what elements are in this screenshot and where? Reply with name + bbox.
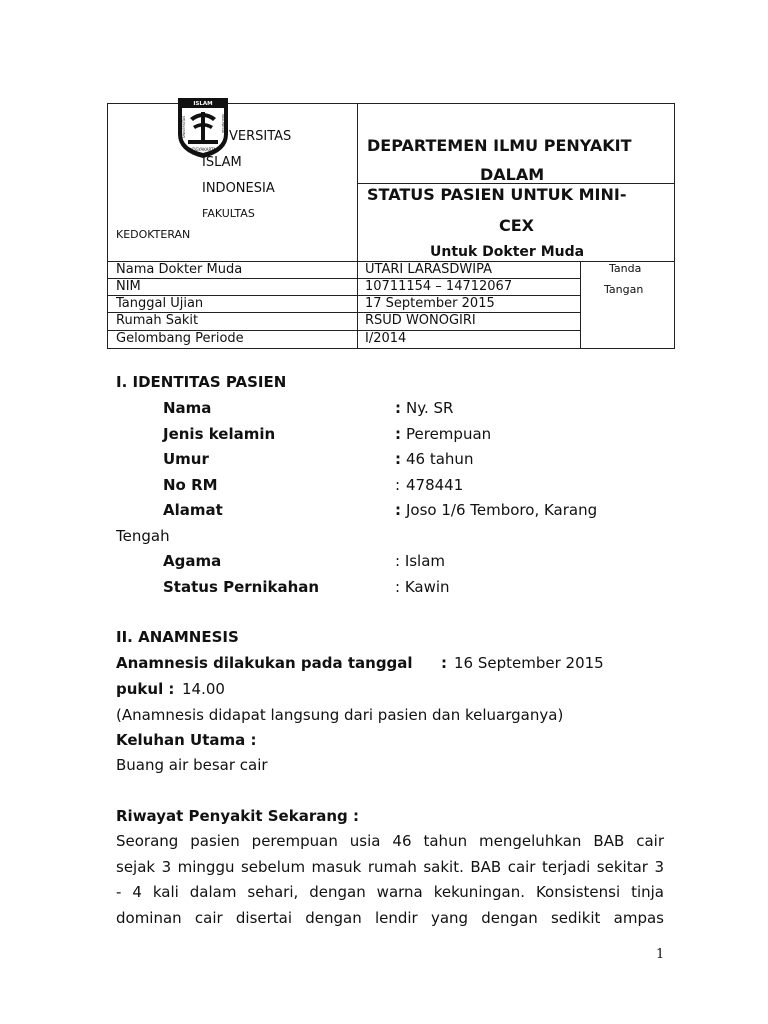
riwayat-penyakit-label: Riwayat Penyakit Sekarang : xyxy=(116,807,359,825)
field-value-nama: Ny. SR xyxy=(406,399,454,417)
row-value-tanggal-ujian: 17 September 2015 xyxy=(365,296,495,311)
university-name-line2: ISLAM xyxy=(202,155,242,170)
logo-text-top: ISLAM xyxy=(193,101,213,107)
field-label-nama: Nama xyxy=(163,399,212,417)
row-label-nama-dokter: Nama Dokter Muda xyxy=(116,262,243,277)
field-label-status-pernikahan: Status Pernikahan xyxy=(163,578,320,596)
field-label-umur: Umur xyxy=(163,450,209,468)
field-value-alamat-wrap: Tengah xyxy=(116,527,170,545)
university-name-line3: INDONESIA xyxy=(202,181,275,196)
university-logo xyxy=(176,96,230,160)
row-label-tanggal-ujian: Tanggal Ujian xyxy=(116,296,204,311)
university-name-line1: VERSITAS xyxy=(229,129,292,144)
section-heading-anamnesis: II. ANAMNESIS xyxy=(116,628,239,646)
field-label-no-rm: No RM xyxy=(163,476,218,494)
section-heading-identitas: I. IDENTITAS PASIEN xyxy=(116,373,287,391)
field-value-agama: : Islam xyxy=(395,552,446,570)
row-label-nim: NIM xyxy=(116,279,141,294)
field-value-umur: 46 tahun xyxy=(406,450,474,468)
field-value-alamat: Joso 1/6 Temboro, Karang xyxy=(406,501,598,519)
field-value-jenis-kelamin: Perempuan xyxy=(406,425,492,443)
status-title-line1: STATUS PASIEN UNTUK MINI- xyxy=(367,185,627,204)
paragraph-line: dominan cair disertai dengan lendir yang dengan sedikit ampas xyxy=(116,908,664,927)
form-subtitle: Untuk Dokter Muda xyxy=(430,244,585,260)
logo-text-left: UNIVERSITAS xyxy=(182,115,186,138)
faculty-line1: FAKULTAS xyxy=(202,207,255,220)
field-colon: : xyxy=(395,501,401,519)
keluhan-utama-value: Buang air besar cair xyxy=(116,756,268,774)
department-title-line1: DEPARTEMEN ILMU PENYAKIT xyxy=(367,136,632,155)
paragraph-line: - 4 kali dalam sehari, dengan warna kekuningan. Konsistensi tinja xyxy=(116,883,664,902)
row-label-gelombang: Gelombang Periode xyxy=(116,331,244,346)
field-value-no-rm: 478441 xyxy=(406,476,464,494)
anamnesis-source-note: (Anamnesis didapat langsung dari pasien dan keluarganya) xyxy=(116,706,564,724)
field-colon: : xyxy=(395,425,401,443)
department-title-line2: DALAM xyxy=(480,165,545,184)
field-colon: : xyxy=(395,399,401,417)
row-value-rumah-sakit: RSUD WONOGIRI xyxy=(365,313,476,328)
row-value-nim: 10711154 – 14712067 xyxy=(365,279,513,294)
anamnesis-date-value: 16 September 2015 xyxy=(454,654,604,672)
row-value-nama-dokter: UTARI LARASDWIPA xyxy=(365,262,493,277)
anamnesis-date-label: Anamnesis dilakukan pada tanggal xyxy=(116,654,413,672)
signature-label-line1: Tanda xyxy=(609,262,642,275)
field-label-alamat: Alamat xyxy=(163,501,223,519)
status-title-line2: CEX xyxy=(499,216,535,235)
row-value-gelombang: I/2014 xyxy=(365,331,407,346)
signature-label-line2: Tangan xyxy=(604,283,644,296)
anamnesis-date-colon: : xyxy=(441,654,447,672)
page-number: 1 xyxy=(656,947,665,962)
logo-text-right: INDONESIA xyxy=(221,114,225,133)
anamnesis-time-label: pukul : xyxy=(116,680,175,698)
paragraph-line: Seorang pasien perempuan usia 46 tahun mengeluhkan BAB cair xyxy=(116,832,664,850)
table-border-bottom xyxy=(107,348,675,349)
field-label-agama: Agama xyxy=(163,552,222,570)
field-colon: : xyxy=(395,476,401,494)
field-colon: : xyxy=(395,450,401,468)
anamnesis-time-value: 14.00 xyxy=(182,680,225,698)
field-label-jenis-kelamin: Jenis kelamin xyxy=(163,425,276,443)
riwayat-penyakit-paragraph xyxy=(116,829,664,931)
paragraph-line: sejak 3 minggu sebelum masuk rumah sakit. BAB cair terjadi sekitar 3 xyxy=(116,857,664,876)
keluhan-utama-label: Keluhan Utama : xyxy=(116,731,257,749)
row-label-rumah-sakit: Rumah Sakit xyxy=(116,313,199,328)
table-divider-signature xyxy=(580,261,581,349)
logo-text-bottom: YOGYAKARTA xyxy=(190,147,216,152)
field-value-status-pernikahan: : Kawin xyxy=(395,578,450,596)
table-border-right xyxy=(674,103,675,349)
faculty-line2: KEDOKTERAN xyxy=(116,228,191,241)
